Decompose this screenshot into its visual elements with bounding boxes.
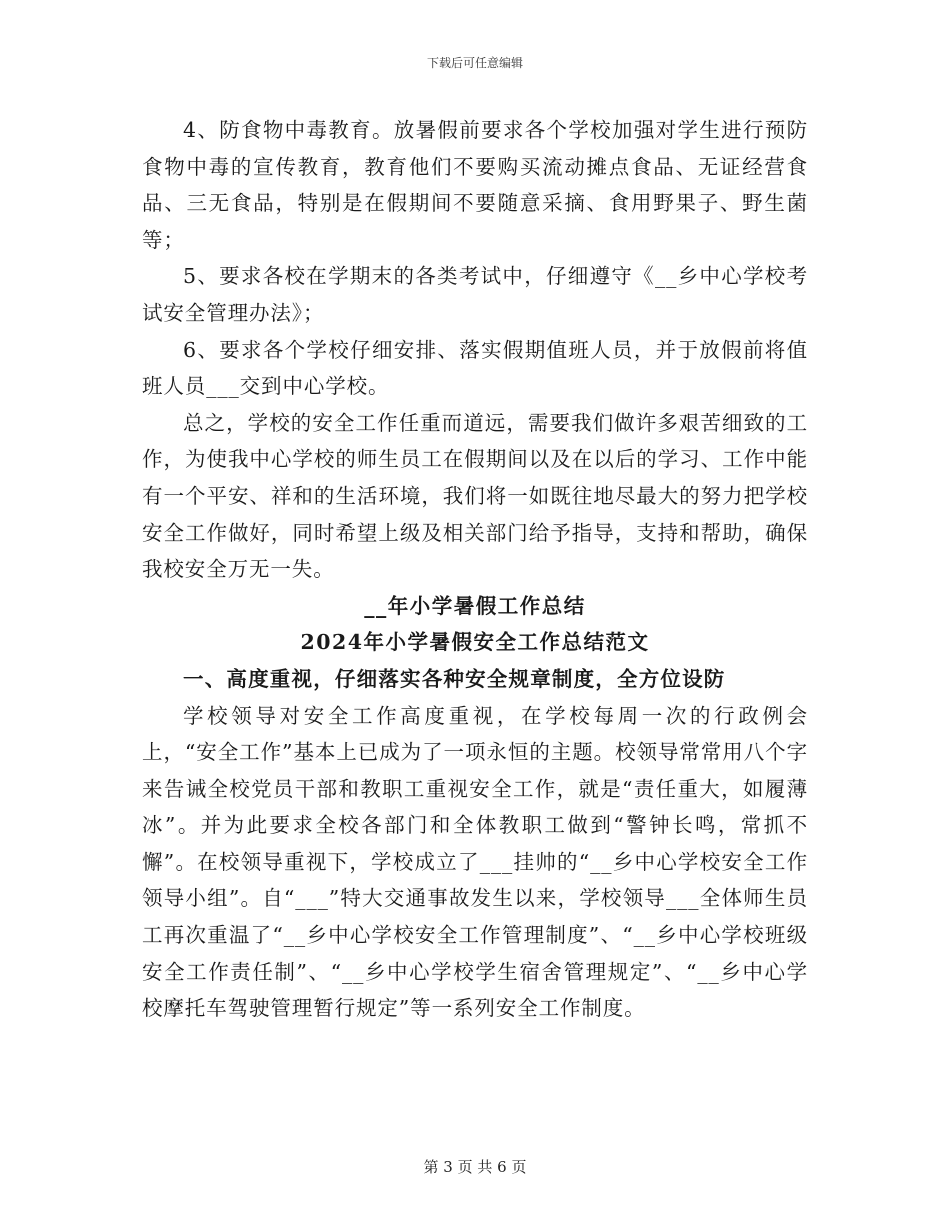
paragraph-exam-rules: 5、要求各校在学期末的各类考试中，仔细遵守《__乡中心学校考试安全管理办法》； xyxy=(142,264,808,325)
page-header-note: 下载后可任意编辑 xyxy=(426,56,523,70)
paragraph-conclusion: 总之，学校的安全工作任重而道远，需要我们做许多艰苦细致的工作，为使我中心学校的师生员工在假期间以及在以后的学习、工作中能有一个平安、祥和的生活环境，我们将一如既往地尽最大的努力把学校安全工作做好，同时希望上级及相关部门给予指导，支持和帮助，确保我校安全万无一失。 xyxy=(142,410,808,582)
page-number: 第 3 页 共 6 页 xyxy=(423,1158,527,1176)
section-heading-1: 一、高度重视，仔细落实各种安全规章制度，全方位设防 xyxy=(183,666,726,691)
document-title-safety: 2024年小学暑假安全工作总结范文 xyxy=(300,630,650,655)
paragraph-food-poisoning: 4、防食物中毒教育。放暑假前要求各个学校加强对学生进行预防食物中毒的宣传教育，教育他们不要购买流动摊点食品、无证经营食品、三无食品，特别是在假期间不要随意采摘、食用野果子、野生菌等； xyxy=(142,118,808,252)
paragraph-leadership: 学校领导对安全工作高度重视，在学校每周一次的行政例会上，“安全工作”基本上已成为了一项永恒的主题。校领导常常用八个字来告诫全校党员干部和教职工重视安全工作，就是“责任重大，如履薄冰”。并为此要求全校各部门和全体教职工做到“警钟长鸣，常抓不懈”。在校领导重视下，学校成立了___挂帅的“__乡中心学校安全工作领导小组”。自“___”特大交通事故发生以来，学校领导___全体师生员工再次重温了“__乡中心学校安全工作管理制度”、“__乡中心学校班级安全工作责任制”、“__乡中心学校学生宿舍管理规定”、“__乡中心学校摩托车驾驶管理暂行规定”等一系列安全工作制度。 xyxy=(142,703,808,1021)
document-body xyxy=(142,112,808,1027)
document-title-summary: __年小学暑假工作总结 xyxy=(364,593,586,618)
paragraph-duty-staff: 6、要求各个学校仔细安排、落实假期值班人员，并于放假前将值班人员___交到中心学校。 xyxy=(142,337,808,399)
